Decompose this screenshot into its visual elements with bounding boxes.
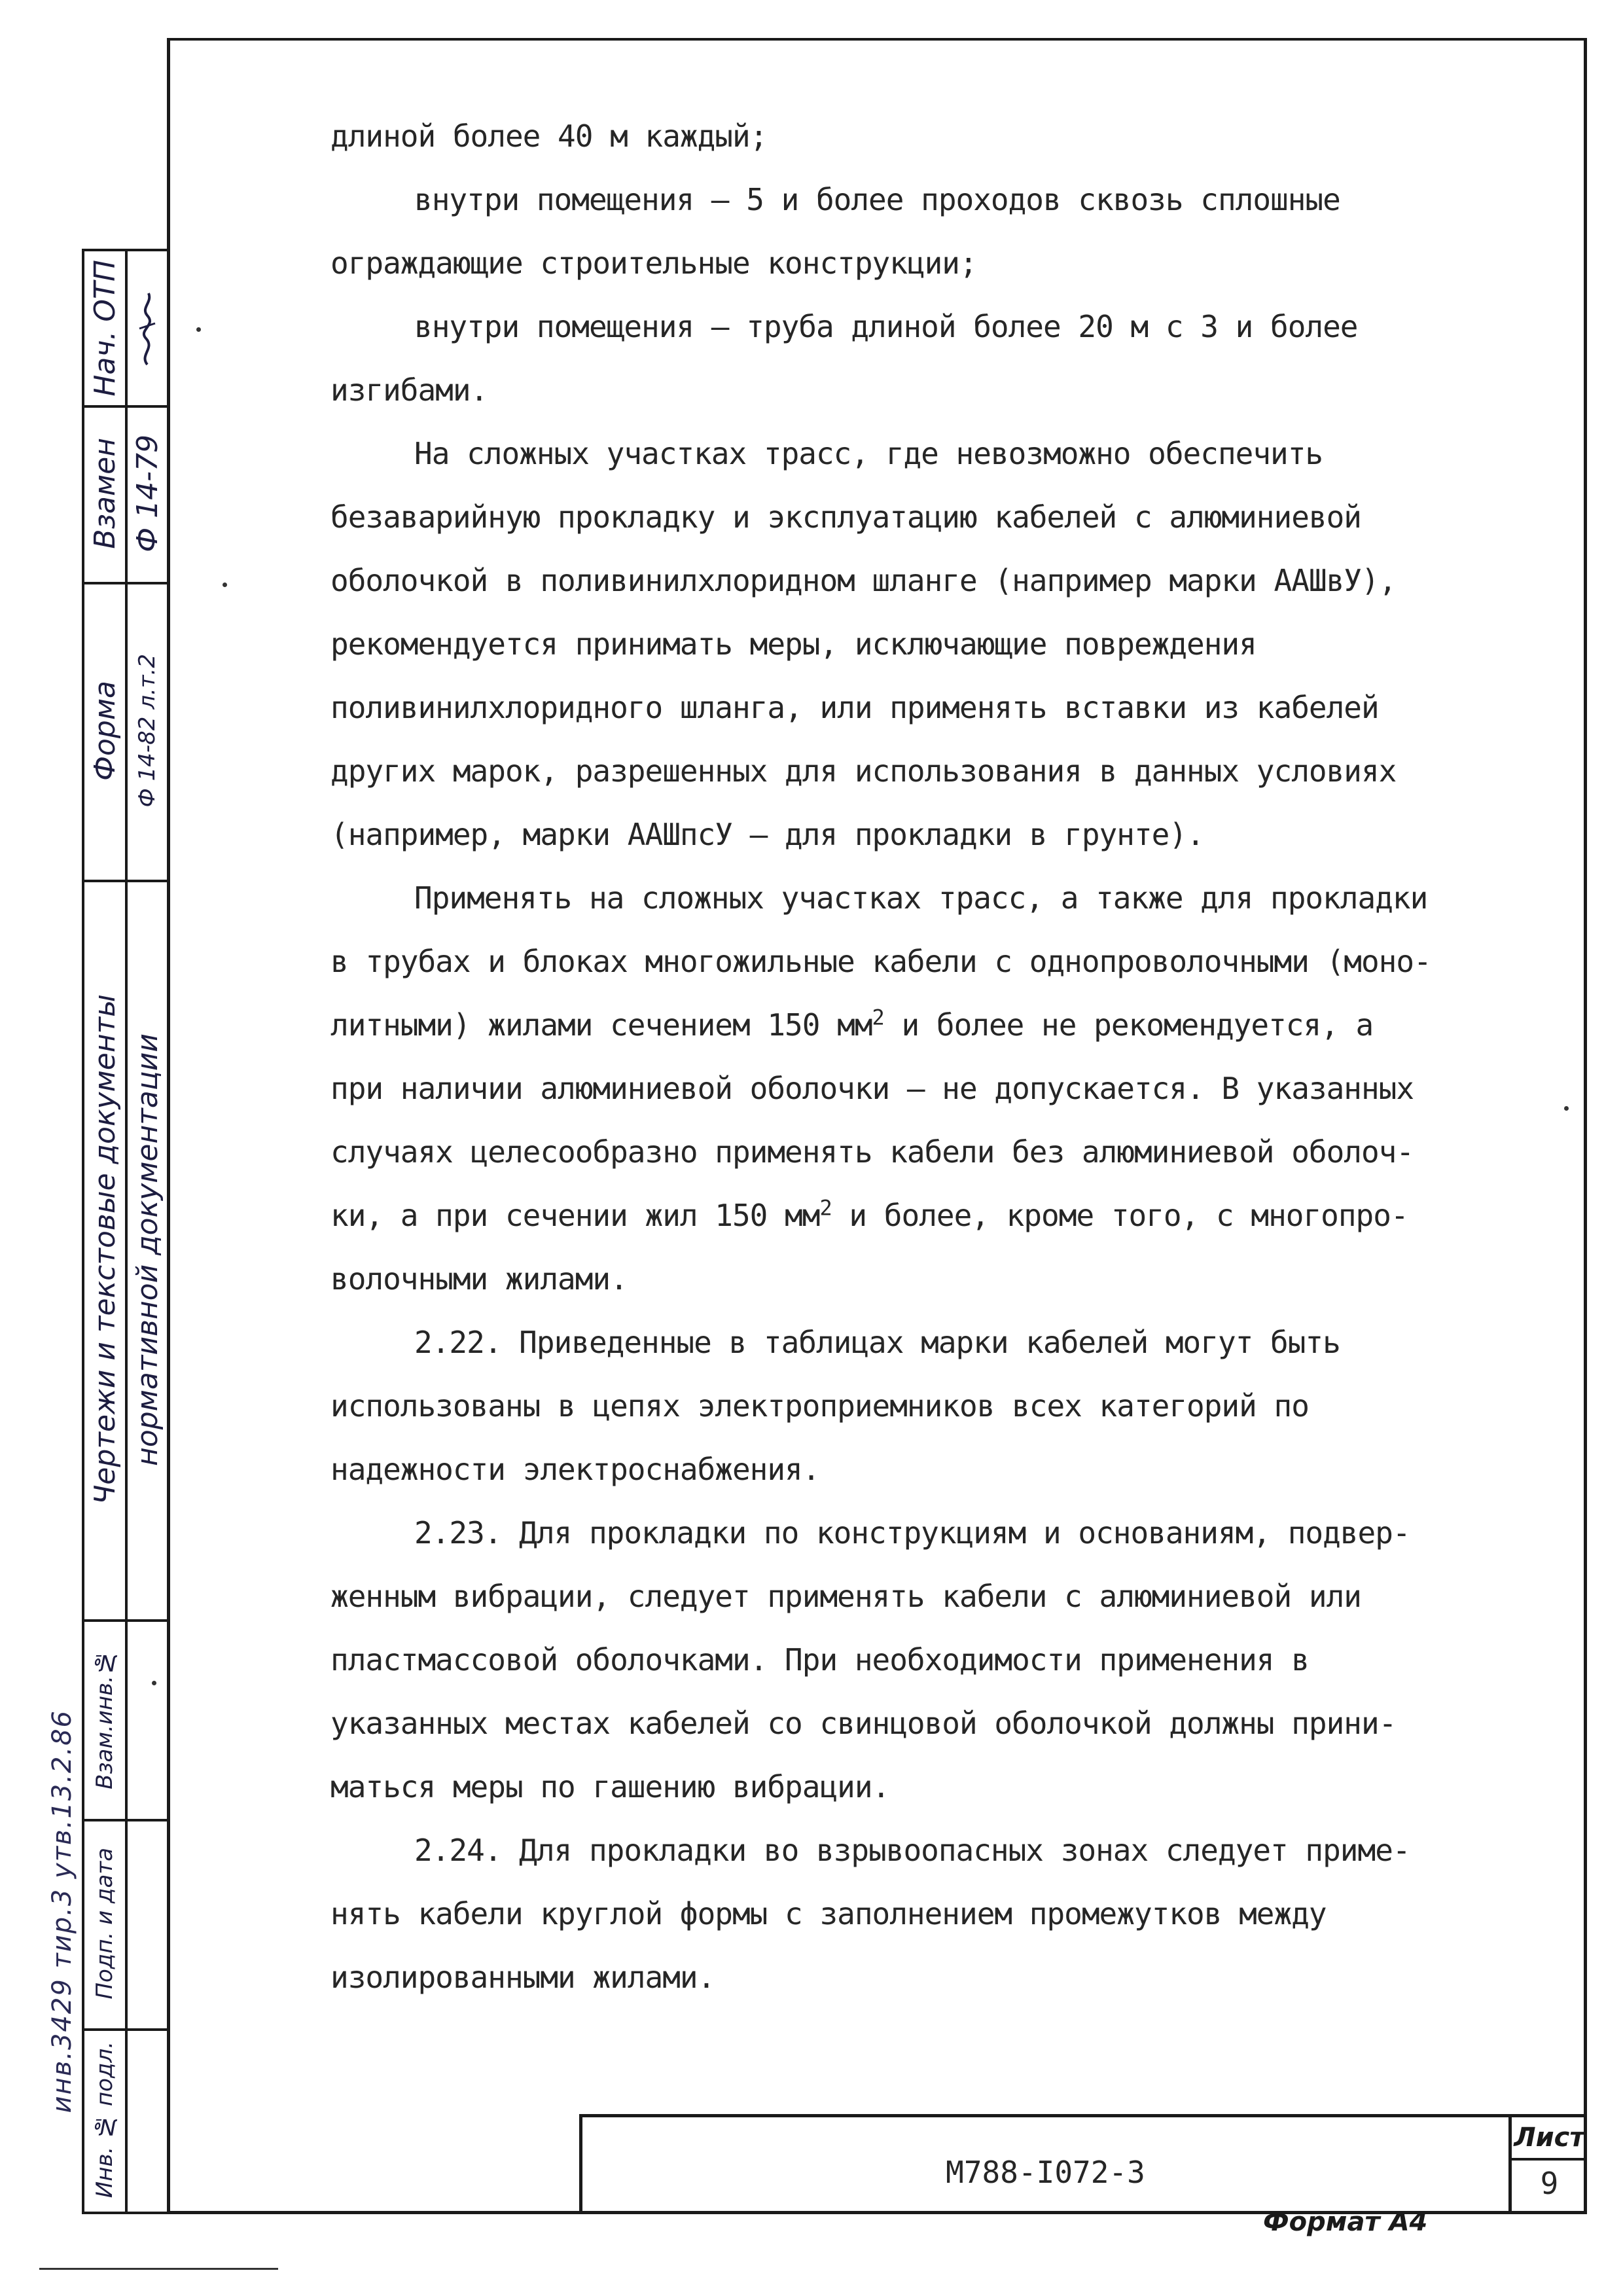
- podp-data-label: Подп. и дата: [92, 1848, 118, 2000]
- body-line: ки, а при сечении жил 150 $мм^2$ и более, кроме того, с многопро-: [330, 1195, 1408, 1233]
- body-line: изолированными жилами.: [330, 1960, 715, 1995]
- body-line: надежности электроснабжения.: [330, 1452, 820, 1487]
- body-line: женным вибрации, следует применять кабели с алюминиевой или: [330, 1579, 1361, 1614]
- nach-otp-signature-cell: [125, 251, 169, 405]
- body-line: поливинилхлоридного шланга, или применять вставки из кабелей: [330, 690, 1379, 725]
- body-line: рекомендуется принимать меры, исключающие повреждения: [330, 626, 1257, 662]
- body-line: в трубах и блоках многожильные кабели с однопроволочными (моно-: [330, 944, 1431, 979]
- body-line: других марок, разрешенных для использования в данных условиях: [330, 753, 1397, 789]
- inv-podl-label: Инв. № подл.: [92, 2041, 118, 2198]
- sheet-label: Лист: [1512, 2117, 1587, 2161]
- nach-otp-label: Нач. ОТП: [88, 260, 122, 397]
- body-line: случаях целесообразно применять кабели без алюминиевой оболоч-: [330, 1134, 1414, 1170]
- vzamen-label-cell: [84, 405, 125, 582]
- body-line: внутри помещения – 5 и более проходов сквозь сплошные: [414, 182, 1340, 217]
- podp-data-label-cell: [84, 1819, 125, 2028]
- body-line: волочными жилами.: [330, 1261, 628, 1297]
- docs-label: Чертежи и текстовые документы: [88, 994, 122, 1505]
- body-line: изгибами.: [330, 372, 488, 408]
- scan-speck: [152, 1681, 156, 1685]
- signature-icon: [133, 289, 162, 368]
- body-line: оболочкой в поливинилхлоридном шланге (например марки ААШвУ),: [330, 563, 1397, 598]
- body-line: безаварийную прокладку и эксплуатацию кабелей с алюминиевой: [330, 499, 1361, 535]
- vzam-inv-label: Взам.инв.№: [92, 1649, 118, 1789]
- title-block: [579, 2114, 1587, 2214]
- vzamen-value-cell: [125, 405, 169, 582]
- vzamen-value: Ф 14-79: [130, 435, 164, 552]
- body-line: 2.23. Для прокладки по конструкциям и основаниям, подвер-: [414, 1515, 1410, 1551]
- scan-speck: [223, 583, 227, 587]
- side-inventory-stamp: [39, 1584, 85, 2238]
- body-line: использованы в цепях электроприемников всех категорий по: [330, 1388, 1309, 1424]
- forma-label-cell: [84, 582, 125, 880]
- format-label: Формат А4: [1263, 2207, 1428, 2237]
- body-line: (например, марки ААШпсУ – для прокладки в грунте).: [330, 817, 1204, 852]
- forma-value-cell: [125, 582, 169, 880]
- body-line: внутри помещения – труба длиной более 20 м с 3 и более: [414, 309, 1358, 344]
- scan-speck: [196, 327, 201, 332]
- scan-speck: [1564, 1106, 1569, 1111]
- body-line: при наличии алюминиевой оболочки – не допускается. В указанных: [330, 1071, 1414, 1106]
- body-line: 2.22. Приведенные в таблицах марки кабелей могут быть: [414, 1325, 1340, 1360]
- body-line: указанных местах кабелей со свинцовой оболочкой должны прини-: [330, 1706, 1397, 1741]
- body-line: длиной более 40 м каждый;: [330, 118, 768, 154]
- body-line: ограждающие строительные конструкции;: [330, 245, 977, 281]
- side-stamp-text: инв.3429 тир.3 утв.13.2.86: [47, 1709, 77, 2113]
- docs-value-cell: [125, 880, 169, 1619]
- nach-otp-label-cell: [84, 251, 125, 405]
- sheet-number: 9: [1540, 2166, 1559, 2201]
- body-line: 2.24. Для прокладки во взрывоопасных зонах следует приме-: [414, 1833, 1410, 1868]
- forma-value: Ф 14-82 л.т.2: [134, 654, 160, 808]
- body-line: На сложных участках трасс, где невозможно обеспечить: [414, 436, 1323, 471]
- vzamen-label: Взамен: [88, 438, 122, 549]
- bottom-rule: [39, 2268, 278, 2270]
- forma-label: Форма: [88, 681, 122, 781]
- body-line: Применять на сложных участках трасс, а также для прокладки: [414, 880, 1428, 916]
- docs-value: нормативной документации: [130, 1033, 164, 1466]
- body-line: маться меры по гашению вибрации.: [330, 1769, 890, 1804]
- docs-label-cell: [84, 880, 125, 1619]
- vzam-inv-label-cell: [84, 1619, 125, 1819]
- sheet-cell: [1508, 2117, 1587, 2214]
- body-line: нять кабели круглой формы с заполнением промежутков между: [330, 1896, 1327, 1931]
- body-line: пластмассовой оболочками. При необходимости применения в: [330, 1642, 1309, 1677]
- body-text: [330, 105, 1574, 2009]
- document-code: М788-I072-3: [946, 2155, 1145, 2190]
- inv-podl-label-cell: [84, 2028, 125, 2212]
- body-line: литными) жилами сечением 150 $мм^2$ и более не рекомендуется, а: [330, 1005, 1374, 1043]
- side-stamp-strip: [82, 249, 167, 2214]
